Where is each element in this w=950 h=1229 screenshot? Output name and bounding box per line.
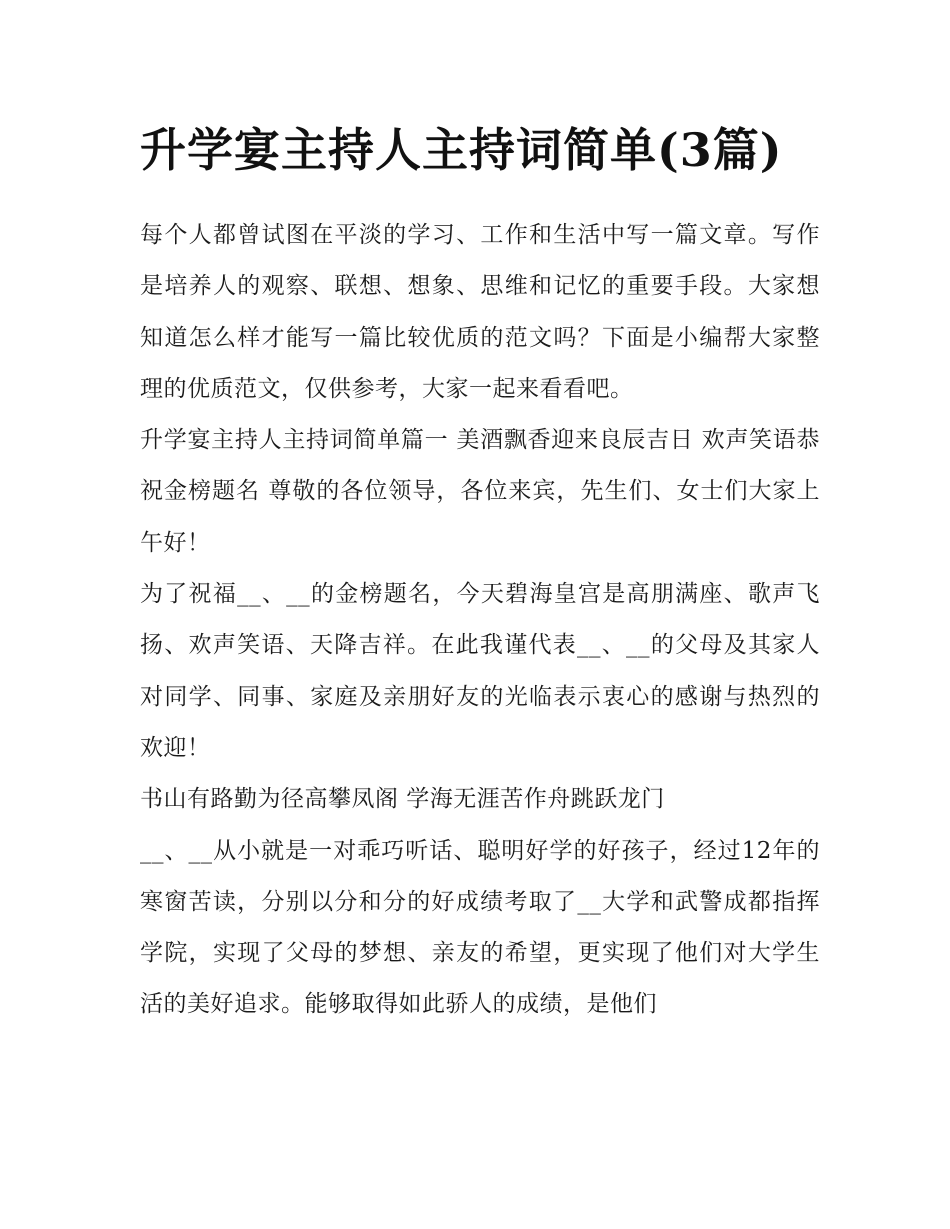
paragraph-welcome: 为了祝福__、__的金榜题名，今天碧海皇宫是高朋满座、歌声飞扬、欢声笑语、天降吉祥。在此我谨代表__、__的父母及其家人对同学、同事、家庭及亲朋好友的光临表示衷心的感谢与热烈的欢迎！: [140, 581, 820, 761]
paragraph-intro: 每个人都曾试图在平淡的学习、工作和生活中写一篇文章。写作是培养人的观察、联想、想象、思维和记忆的重要手段。大家想知道怎么样才能写一篇比较优质的范文吗？下面是小编帮大家整理的优质范文，仅供参考，大家一起来看看吧。: [140, 222, 820, 402]
document-title: 升学宴主持人主持词简单(3篇): [140, 123, 783, 177]
paragraph-couplet: 书山有路勤为径高攀凤阁 学海无涯苦作舟跳跃龙门: [140, 786, 665, 813]
document-body: [140, 112, 820, 1031]
paragraph-opening: 升学宴主持人主持词简单篇一 美酒飘香迎来良辰吉日 欢声笑语恭祝金榜题名 尊敬的各位领导，各位来宾，先生们、女士们大家上午好！: [140, 427, 820, 556]
paragraph-achievement: __、__从小就是一对乖巧听话、聪明好学的好孩子，经过12年的寒窗苦读，分别以分和分的好成绩考取了__大学和武警成都指挥学院，实现了父母的梦想、亲友的希望，更实现了他们对大学生活的美好追求。能够取得如此骄人的成绩，是他们: [140, 837, 820, 1018]
